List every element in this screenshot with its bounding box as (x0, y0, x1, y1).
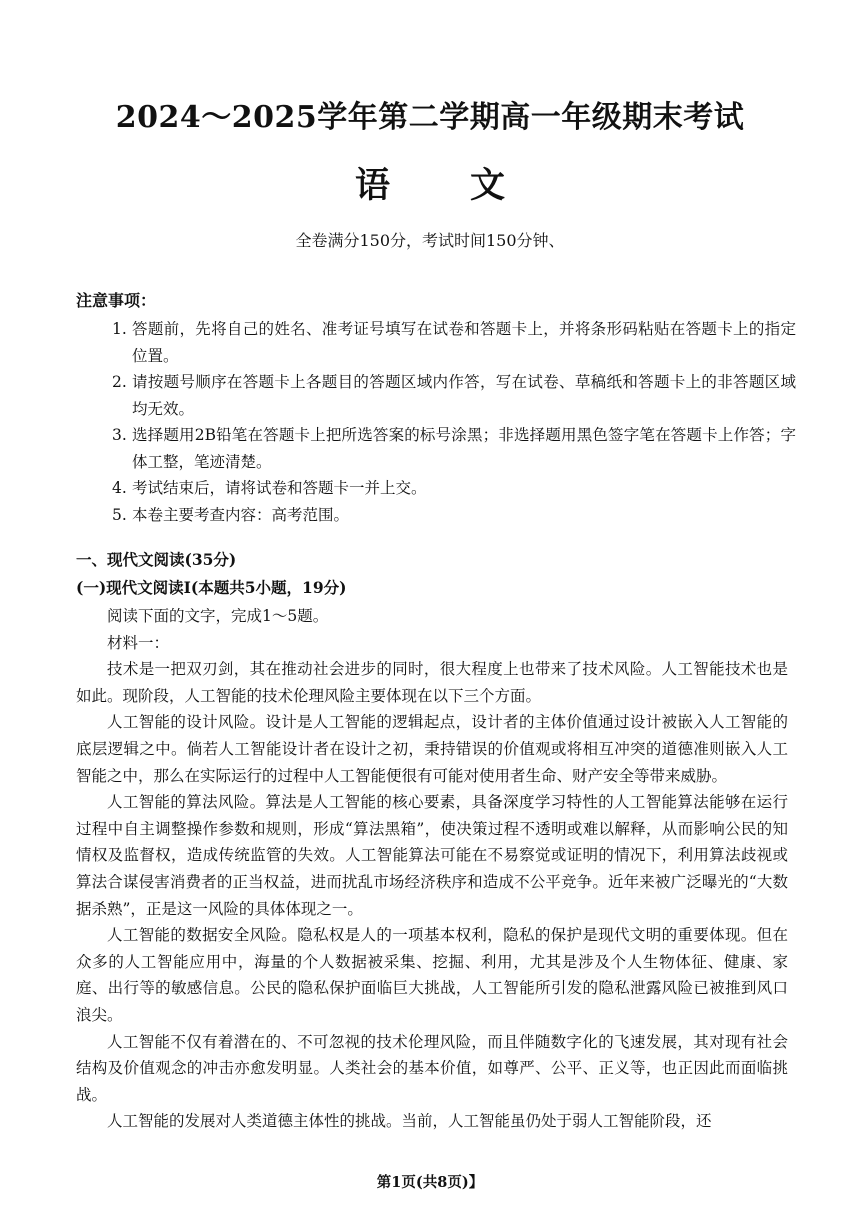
notice-list (112, 316, 796, 528)
notice-item (112, 475, 796, 502)
exam-title: 2024～2025学年第二学期高一年级期末考试 (115, 100, 745, 135)
notice-item-text: 选择题用2B铅笔在答题卡上把所选答案的标号涂黑；非选择题用黑色签字笔在答题卡上作答；字体工整，笔迹清楚。 (132, 426, 796, 471)
reading-instruction: 阅读下面的文字，完成1～5题。 (107, 607, 329, 625)
notice-item (112, 316, 796, 369)
material-label: 材料一： (107, 633, 170, 652)
notice-item-text: 本卷主要考查内容：高考范围。 (132, 505, 350, 524)
passage-paragraph: 人工智能的数据安全风险。隐私权是人的一项基本权利，隐私的保护是现代文明的重要体现。但在众多的人工智能应用中，海量的个人数据被采集、挖掘、利用，尤其是涉及个人生物体征、健康、家庭、出行等的敏感信息。公民的隐私保护面临巨大挑战，人工智能所引发的隐私泄露风险已被推到风口浪尖。 (76, 926, 788, 1024)
notice-item-number: 2. (112, 373, 127, 391)
passage-paragraph: 人工智能的算法风险。算法是人工智能的核心要素，具备深度学习特性的人工智能算法能够在运行过程中自主调整操作参数和规则，形成“算法黑箱”，使决策过程不透明或难以解释，从而影响公民的知情权及监督权，造成传统监管的失效。人工智能算法可能在不易察觉或证明的情况下，利用算法歧视或算法合谋侵害消费者的正当权益，进而扰乱市场经济秩序和造成不公平竞争。近年来被广泛曝光的“大数据杀熟”，正是这一风险的具体体现之一。 (76, 793, 788, 918)
page-footer: 第1页(共8页)】 (376, 1174, 484, 1191)
notice-item-number: 3. (112, 426, 127, 444)
exam-meta: 全卷满分150分，考试时间150分钟、 (295, 231, 565, 250)
notice-item-number: 4. (112, 479, 127, 497)
notice-item-number: 1. (112, 320, 127, 338)
notice-item-text: 考试结束后，请将试卷和答题卡一并上交。 (132, 479, 427, 497)
notice-heading: 注意事项： (76, 291, 157, 310)
notice-item (112, 369, 796, 422)
passage-paragraph: 人工智能的发展对人类道德主体性的挑战。当前，人工智能虽仍处于弱人工智能阶段，还 (107, 1112, 712, 1131)
passage-paragraph: 人工智能不仅有着潜在的、不可忽视的技术伦理风险，而且伴随数字化的飞速发展，其对现有社会结构及价值观念的冲击亦愈发明显。人类社会的基本价值，如尊严、公平、正义等，也正因此而面临挑战。 (76, 1032, 788, 1104)
notice-item-text: 请按题号顺序在答题卡上各题目的答题区域内作答，写在试卷、草稿纸和答题卡上的非答题区域均无效。 (132, 373, 796, 418)
notice-item (112, 422, 796, 475)
section-heading: 一、现代文阅读(35分) (76, 550, 237, 569)
notice-item-number: 5. (112, 505, 127, 524)
subject-char-2: 文 (470, 165, 506, 206)
notice-item-text: 答题前，先将自己的姓名、准考证号填写在试卷和答题卡上，并将条形码粘贴在答题卡上的指定位置。 (132, 320, 796, 365)
subsection-heading: (一)现代文阅读Ⅰ(本题共5小题，19分) (76, 578, 347, 597)
passage-paragraph: 技术是一把双刃剑，其在推动社会进步的同时，很大程度上也带来了技术风险。人工智能技术也是如此。现阶段，人工智能的技术伦理风险主要体现在以下三个方面。 (76, 660, 788, 705)
reading-passage (76, 603, 788, 1135)
passage-paragraph: 人工智能的设计风险。设计是人工智能的逻辑起点，设计者的主体价值通过设计被嵌入人工智能的底层逻辑之中。倘若人工智能设计者在设计之初，秉持错误的价值观或将相互冲突的道德准则嵌入人工智能之中，那么在实际运行的过程中人工智能便很有可能对使用者生命、财产安全等带来威胁。 (76, 713, 788, 785)
notice-item (112, 502, 796, 529)
subject-title (0, 158, 860, 208)
subject-char-1: 语 (354, 165, 390, 206)
